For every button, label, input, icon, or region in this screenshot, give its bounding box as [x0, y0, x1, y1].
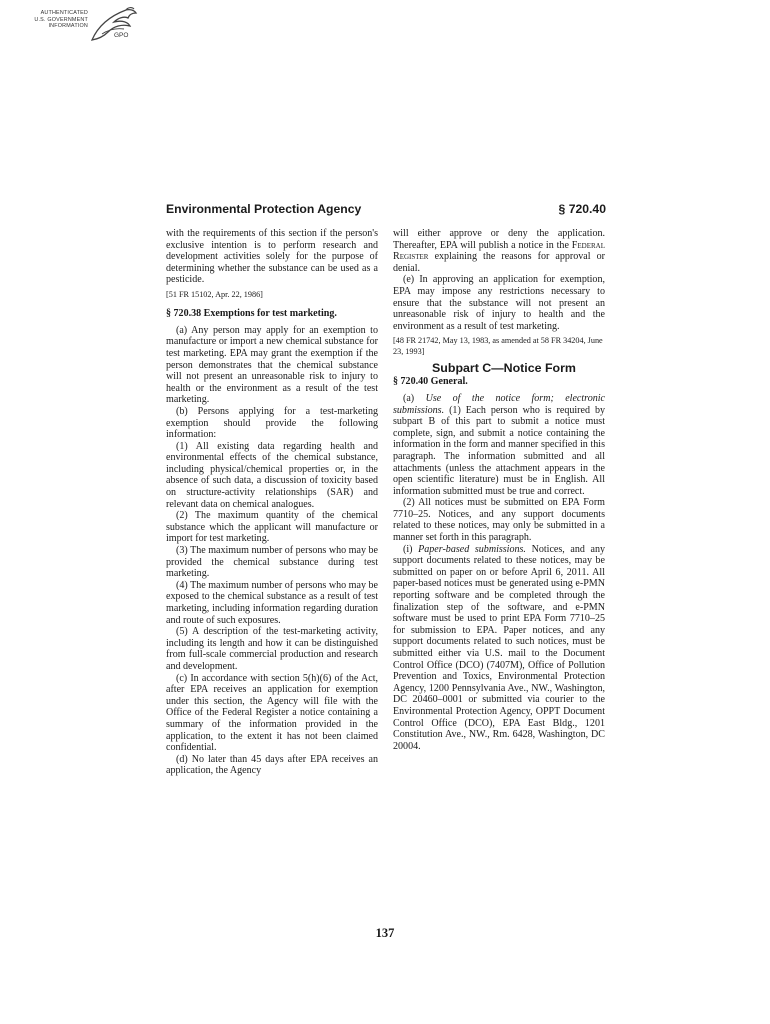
seal-line-government: U.S. GOVERNMENT — [34, 16, 88, 23]
seal-gpo-mark: GPO — [114, 32, 129, 39]
paragraph-b-4: (4) The maximum number of persons who may be exposed to the chemical substance as a result of test marketing, including information regarding duration and route of such exposures. — [166, 579, 378, 626]
running-head — [166, 202, 606, 220]
paragraph-continued-right — [393, 228, 605, 274]
paragraph-e: (e) In approving an application for exemption, EPA may impose any restrictions necessary to ensure that the substance will not present an unreasonable risk of injury to health and the environment as a result of test marketing. — [393, 274, 605, 332]
paragraph-b-5: (5) A description of the test-marketing activity, including its length and how it can be distinguished from full-scale commercial production and research and development. — [166, 626, 378, 672]
text-run: will either approve or deny the application. Thereafter, EPA will publish a notice in the — [393, 228, 605, 251]
paragraph-b-2: (2) The maximum quantity of the chemical substance which the applicant will manufacture or import for test marketing. — [166, 510, 378, 545]
text-run: Notices, and any support documents related to these notices, may be submitted on paper on or before April 6, 2011. All paper-based notices must be generated using e-PMN reporting software and be completed through the finalization step of the software, and e-PMN software must be used to print EPA Form 7710–25 for submission to EPA. Paper notices, and any support documents related to such notices, must be submitted either via U.S. mail to the Document Control Office (DCO) (7407M), Office of Pollution Prevention and Toxics, Environmental Protection Agency, 1200 Pennsylvania Ave., NW., Washington, DC 20460–0001 or submitted via courier to the Environmental Protection Agency, OPPT Document Control Office (DCO), EPA East Bldg., 1201 Constitution Ave., NW., Rm. 6428, Washington, DC 20004. — [393, 543, 606, 752]
italic-caption: Paper-based submissions. — [418, 543, 526, 555]
paragraph-c: (c) In accordance with section 5(h)(6) of the Act, after EPA receives an application for exemption under this section, the Agency will file with the Office of the Federal Register a notice containing a summary of the information provided in the application, to the extent it has not been claimed confidential. — [166, 672, 378, 754]
seal-line-information: INFORMATION — [48, 23, 88, 30]
citation: [51 FR 15102, Apr. 22, 1986] — [166, 289, 263, 299]
paragraph-b-1: (1) All existing data regarding health and environmental effects of the chemical substance, including physical/chemical properties or, in the absence of such data, a discussion of toxicity based on structure-activity relationships (SAR) and relevant data on chemical analogues. — [166, 440, 378, 510]
paragraph-label: (a) — [403, 392, 415, 404]
text-run: (1) Each person who is required by subpart B of this part to submit a notice must complete, sign, and submit a notice containing the information in the form and manner specified in this paragraph. The information submitted and all attachments (unless the attachment appears in the open scientific literature) must be in English. All information submitted must be true and correct. — [393, 404, 606, 497]
gpo-authentication-seal — [18, 4, 142, 46]
italic-caption: Use of the notice form; electronic submissions. — [393, 392, 605, 416]
paragraph-b-3: (3) The maximum number of persons who may be provided the chemical substance during test marketing. — [166, 545, 378, 580]
section-heading-720-38: § 720.38 Exemptions for test marketing. — [166, 308, 337, 320]
right-column — [393, 228, 605, 752]
subpart-heading: Subpart C—Notice Form — [432, 360, 576, 375]
seal-line-authenticated: AUTHENTICATED — [40, 10, 88, 16]
paragraph-d: (d) No later than 45 days after EPA receives an application, the Agency — [166, 753, 378, 777]
paragraph-a-general — [393, 393, 605, 497]
paragraph-a-2: (2) All notices must be submitted on EPA Form 7710–25. Notices, and any support documents related to these notices, may only be submitted in a manner set forth in this paragraph. — [393, 497, 605, 544]
citation: [48 FR 21742, May 13, 1983, as amended at 58 FR 34204, June 23, 1993] — [393, 336, 603, 356]
federal-register-smallcaps: Federal Register — [393, 239, 605, 263]
page-number: 137 — [375, 926, 395, 940]
agency-name: Environmental Protection Agency — [166, 202, 362, 216]
paragraph-a-2-i — [393, 544, 605, 753]
paragraph-continued: with the requirements of this section if the person's exclusive intention is to perform research and development activities solely for the purpose of determining whether the substance can be used as a pesticide. — [166, 228, 378, 286]
left-column — [166, 228, 378, 777]
text-run: explaining the reasons for approval or denial. — [393, 251, 605, 274]
paragraph-b: (b) Persons applying for a test-marketing exemption should provide the following information: — [166, 405, 378, 441]
section-heading-720-40: § 720.40 General. — [393, 376, 468, 388]
paragraph-label: (i) — [403, 543, 413, 555]
paragraph-a: (a) Any person may apply for an exemption to manufacture or import a new chemical substance for test marketing. EPA may grant the exemption if the person demonstrates that the chemical substance will not present an unreasonable risk to injury to health or the environment as a result of the test marketing. — [166, 324, 378, 406]
eagle-icon — [18, 4, 142, 46]
section-number: § 720.40 — [558, 202, 606, 216]
